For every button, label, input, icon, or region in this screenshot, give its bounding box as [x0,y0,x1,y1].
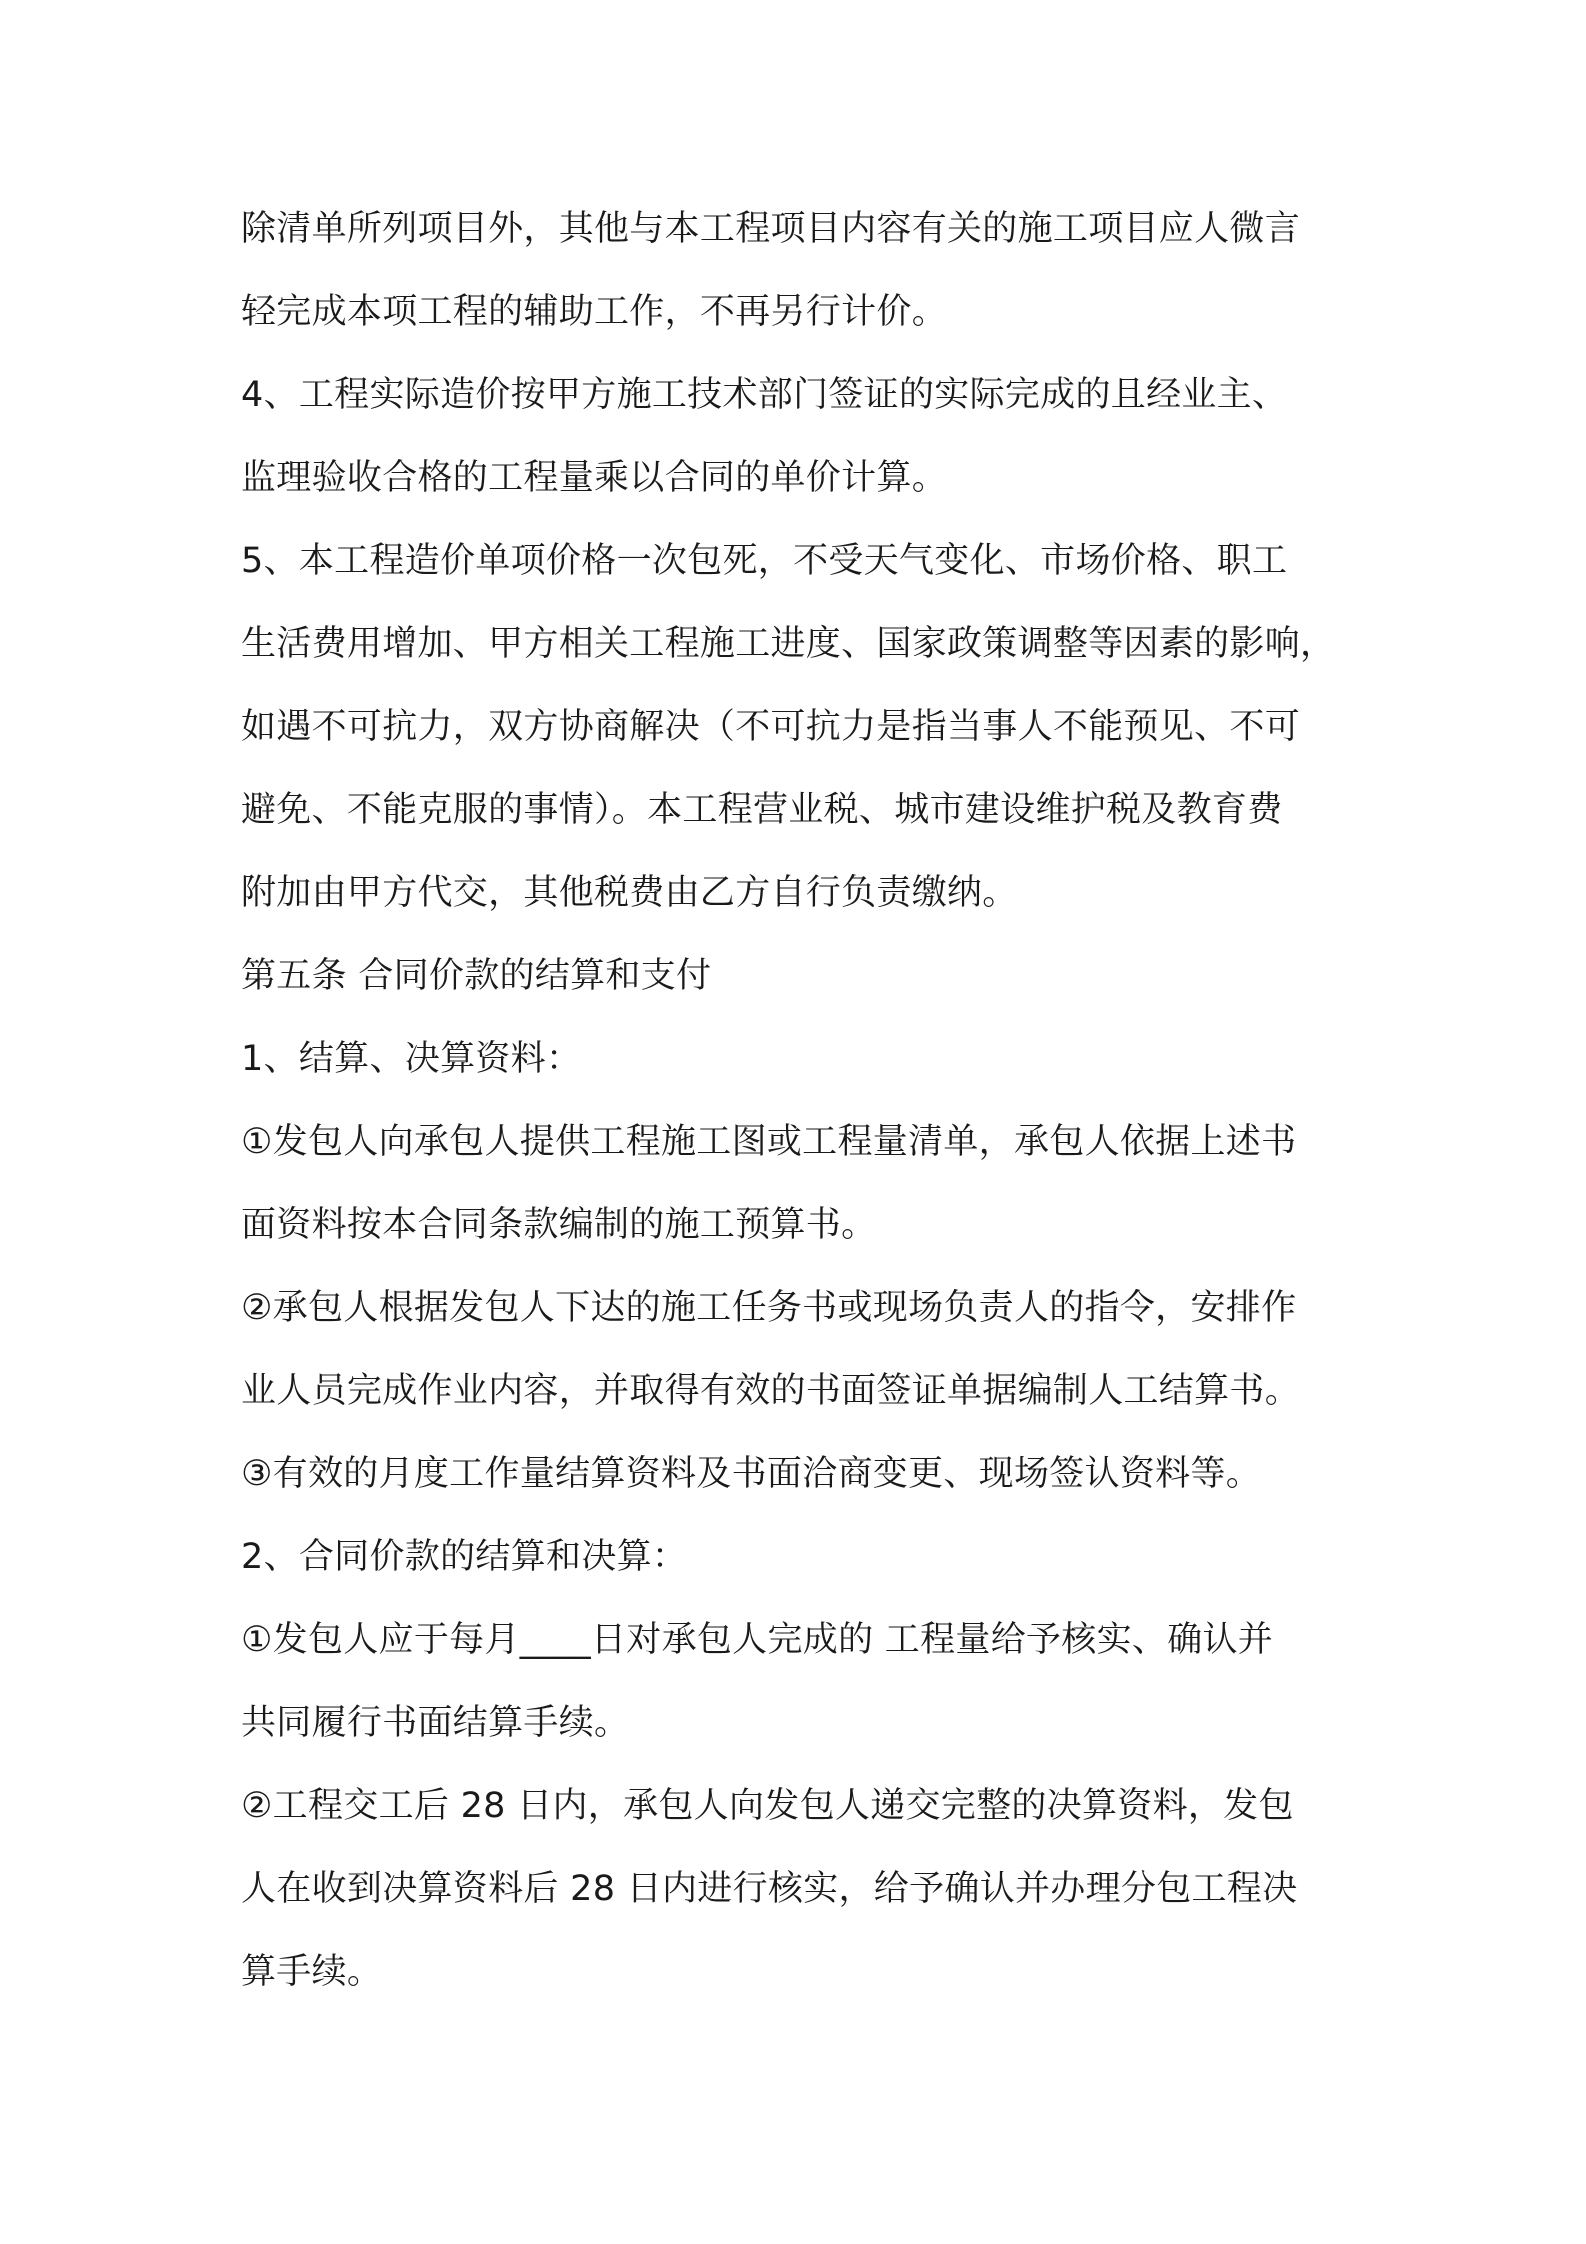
text-line: 人在收到决算资料后 28 日内进行核实，给予确认并办理分包工程决 [241,1869,1298,1909]
text-line: 算手续。 [241,1952,383,1992]
text-line: 1、结算、决算资料： [241,1039,582,1079]
text-line: 4、工程实际造价按甲方施工技术部门签证的实际完成的且经业主、 [241,375,1288,415]
section-heading: 第五条 合同价款的结算和支付 [241,956,712,996]
text-line: 生活费用增加、甲方相关工程施工进度、国家政策调整等因素的影响， [241,624,1336,664]
text-line: 除清单所列项目外，其他与本工程项目内容有关的施工项目应人微言 [241,209,1301,249]
text-line: 附加由甲方代交，其他税费由乙方自行负责缴纳。 [241,873,1018,913]
text-line: 监理验收合格的工程量乘以合同的单价计算。 [241,458,948,498]
text-line: 面资料按本合同条款编制的施工预算书。 [241,1205,877,1245]
text-line: 5、本工程造价单项价格一次包死，不受天气变化、市场价格、职工 [241,541,1288,581]
text-line: ①发包人应于每月____日对承包人完成的 工程量给予核实、确认并 [241,1620,1274,1660]
text-line: 2、合同价款的结算和决算： [241,1537,688,1577]
text-line: ②工程交工后 28 日内，承包人向发包人递交完整的决算资料，发包 [241,1786,1294,1826]
text-line: ③有效的月度工作量结算资料及书面洽商变更、现场签认资料等。 [241,1454,1262,1494]
text-line: ①发包人向承包人提供工程施工图或工程量清单，承包人依据上述书 [241,1122,1297,1162]
text-line: 避免、不能克服的事情）。本工程营业税、城市建设维护税及教育费 [241,790,1283,830]
text-line: 共同履行书面结算手续。 [241,1703,630,1743]
text-line: ②承包人根据发包人下达的施工任务书或现场负责人的指令，安排作 [241,1288,1297,1328]
text-line: 轻完成本项工程的辅助工作，不再另行计价。 [241,292,948,332]
text-line: 业人员完成作业内容，并取得有效的书面签证单据编制人工结算书。 [241,1371,1301,1411]
text-line: 如遇不可抗力，双方协商解决（不可抗力是指当事人不能预见、不可 [241,707,1301,747]
